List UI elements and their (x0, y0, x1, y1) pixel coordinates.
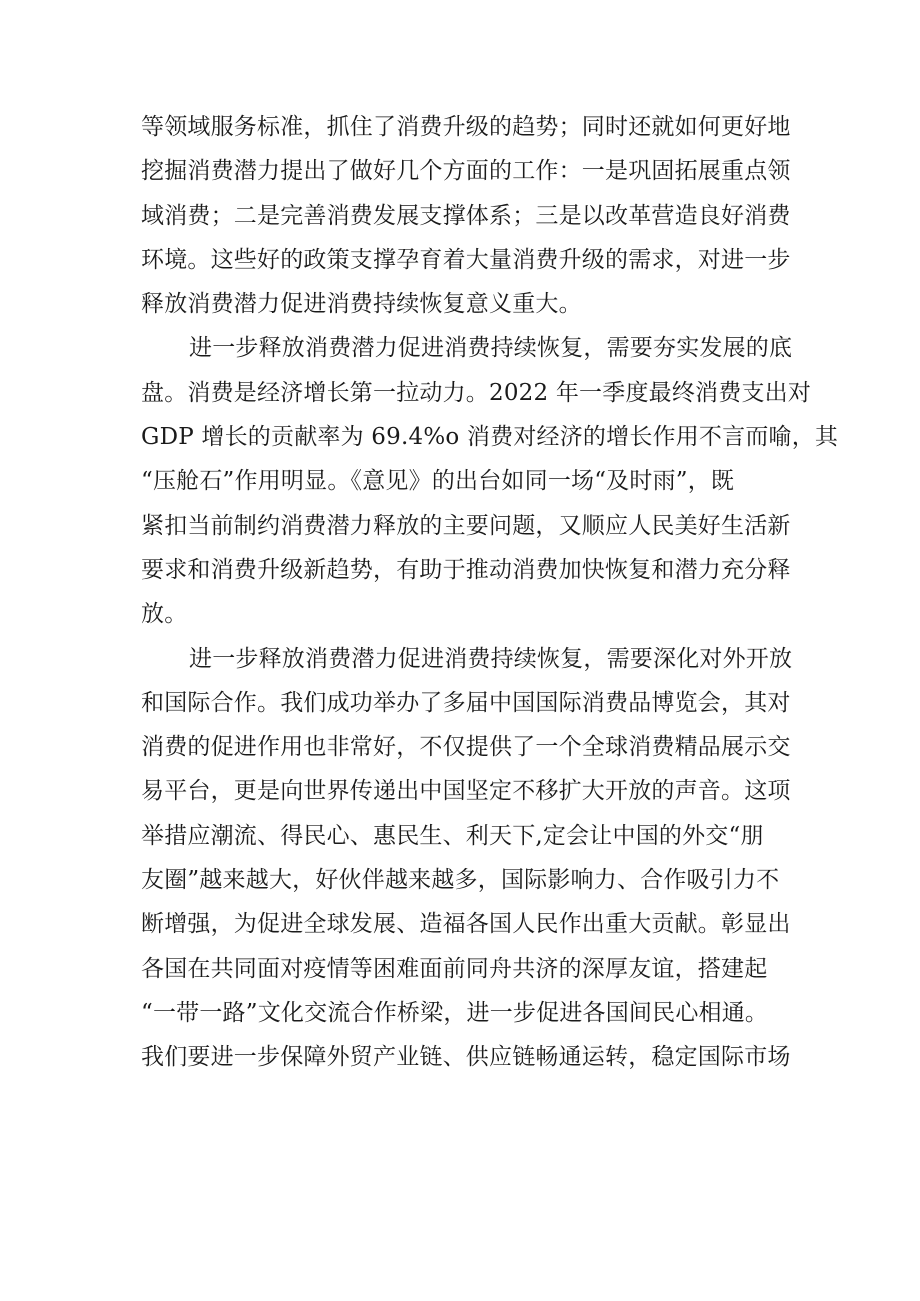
text-line: 我们要进一步保障外贸产业链、供应链畅通运转，稳定国际市场 (141, 1044, 791, 1071)
document-body (141, 105, 839, 1080)
text-line: 域消费；二是完善消费发展支撑体系；三是以改革营造良好消费 (141, 202, 791, 229)
text-line: 易平台，更是向世界传递出中国坚定不移扩大开放的声音。这项 (141, 778, 791, 805)
text-line: 环境。这些好的政策支撑孕育着大量消费升级的需求，对进一步 (141, 246, 791, 273)
text-line: 挖掘消费潜力提出了做好几个方面的工作：一是巩固拓展重点领 (141, 158, 791, 185)
paragraph-first-line: 进一步释放消费潜力促进消费持续恢复，需要深化对外开放 (189, 645, 793, 672)
paragraph-first-line: 进一步释放消费潜力促进消费持续恢复，需要夯实发展的底 (189, 335, 793, 362)
text-line: 紧扣当前制约消费潜力释放的主要问题，又顺应人民美好生活新 (141, 512, 791, 539)
text-line: 和国际合作。我们成功举办了多届中国国际消费品博览会，其对 (141, 689, 791, 716)
text-line: GDP 增长的贡献率为 69.4%o 消费对经济的增长作用不言而喻，其 (141, 424, 839, 451)
text-line: “一带一路”文化交流合作桥梁，进一步促进各国间民心相通。 (141, 999, 769, 1026)
text-line: 盘。消费是经济增长第一拉动力。2022 年一季度最终消费支出对 (141, 379, 812, 406)
text-line: 释放消费潜力促进消费持续恢复意义重大。 (141, 291, 582, 318)
text-line: 放。 (141, 601, 188, 628)
text-line: 消费的促进作用也非常好，不仅提供了一个全球消费精品展示交 (141, 734, 791, 761)
text-line: 友圈”越来越大，好伙伴越来越多，国际影响力、合作吸引力不 (141, 867, 780, 894)
text-line: 要求和消费升级新趋势，有助于推动消费加快恢复和潜力充分释 (141, 556, 791, 583)
text-line: “压舱石”作用明显。《意见》的出台如同一场“及时雨”，既 (141, 468, 735, 495)
text-line: 断增强，为促进全球发展、造福各国人民作出重大贡献。彰显出 (141, 911, 791, 938)
text-line: 等领域服务标准，抓住了消费升级的趋势；同时还就如何更好地 (141, 114, 791, 140)
text-line: 举措应潮流、得民心、惠民生、利天下,定会让中国的外交“朋 (141, 822, 764, 849)
text-line: 各国在共同面对疫情等困难面前同舟共济的深厚友谊，搭建起 (141, 955, 768, 982)
